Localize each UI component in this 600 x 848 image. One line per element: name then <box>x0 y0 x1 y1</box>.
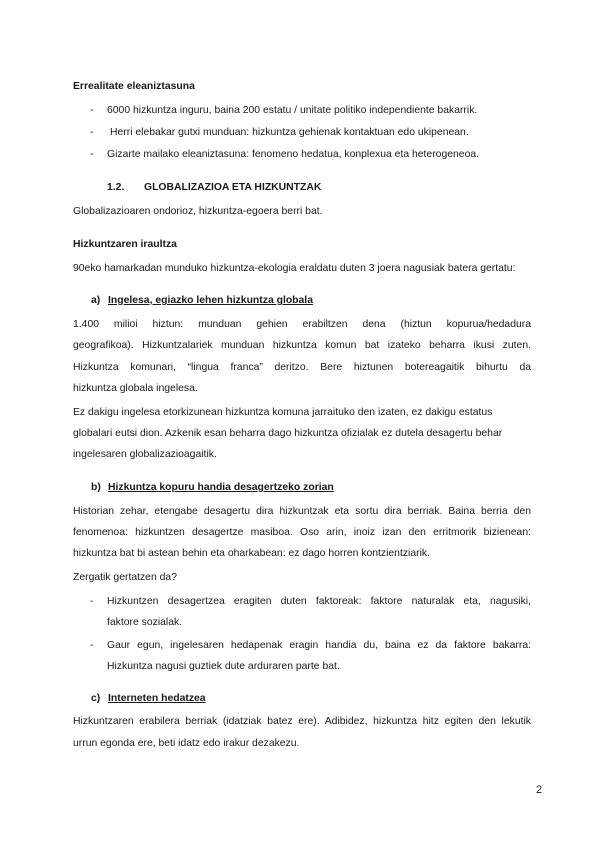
bullet-marker: - <box>90 127 94 138</box>
trend-a-para1-line: hizkuntza globala ingelesa. <box>73 383 198 394</box>
reality-bullet-1: 6000 hizkuntza inguru, baina 200 estatu / unitate politiko independiente bakarrik. <box>107 105 478 116</box>
section-number: 1.2. <box>107 182 125 193</box>
trend-b-para1-line: fenomenoa: hizkuntzen desagertze masiboa. Oso arin, inoiz izan den erritmorik bizienean: <box>73 527 531 538</box>
trend-b-question: Zergatik gertatzen da? <box>73 572 177 583</box>
trend-b-bullet-2-line: Hizkuntza nagusi guztiek dute arduraren parte bat. <box>107 661 340 672</box>
trend-a-para2-line: globalari eutsi dion. Azkenik esan beharra dago hizkuntza ofizialak ez dutela desagertu behar <box>73 428 503 439</box>
section-heading-reality: Errealitate eleaniztasuna <box>73 81 195 92</box>
bullet-marker: - <box>90 640 94 651</box>
globalization-lead: 90eko hamarkadan munduko hizkuntza-ekologia eraldatu duten 3 joera nagusiak batera gertatu: <box>73 263 516 274</box>
trend-c-para1-line: Hizkuntzaren erabilera berriak (idatziak batez ere). Adibidez, hizkuntza hitz egiten den lekutik <box>73 716 531 727</box>
reality-bullet-2: Herri elebakar gutxi munduan: hizkuntza gehienak kontaktuan edo ukipenean. <box>110 127 469 138</box>
trend-a-para1-line: Hizkuntza komunari, “lingua franca” deritzo. Bere hiztunen botereagaitik bihurtu da <box>73 362 531 373</box>
trend-b-para1-line: Historian zehar, etengabe desagertu dira hizkuntzak eta sortu dira berriak. Baina berria den <box>73 506 531 517</box>
trend-b-bullet-2-line: Gaur egun, ingelesaren hedapenak eragin handia du, baina ez da faktore bakarra: <box>107 640 531 651</box>
trend-c-letter: c) <box>91 693 101 704</box>
trend-b-bullet-1-line: Hizkuntzen desagertzea eragiten duten faktoreak: faktore naturalak eta, nagusiki, <box>107 596 531 607</box>
bullet-marker: - <box>90 149 94 160</box>
bullet-marker: - <box>90 596 94 607</box>
trend-a-para2-line: ingelesaren globalizazioagaitik. <box>73 449 217 460</box>
globalization-intro: Globalizazioaren ondorioz, hizkuntza-egoera berri bat. <box>73 206 323 217</box>
trend-a-letter: a) <box>91 295 101 306</box>
trend-b-bullet-1-line: faktore sozialak. <box>107 617 183 628</box>
trend-b-title: Hizkuntza kopuru handia desagertzeko zorian <box>108 482 334 493</box>
trend-b-para1-line: hizkuntza bat bi astean behin eta oharkabean: ez dago horren kontzientziarik. <box>73 548 430 559</box>
section-title: GLOBALIZAZIOA ETA HIZKUNTZAK <box>144 182 322 193</box>
trend-a-para1-line: 1.400 milioi hiztun: munduan gehien erabiltzen dena (hiztun kopurua/hedadura <box>73 319 531 330</box>
trend-c-para1-line: urrun egonda ere, beti idatz edo irakur dezakezu. <box>73 738 300 749</box>
reality-bullet-3: Gizarte mailako eleaniztasuna: fenomeno hedatua, konplexua eta heterogeneoa. <box>107 149 480 160</box>
bullet-marker: - <box>90 105 94 116</box>
page-number: 2 <box>536 784 543 796</box>
trend-a-para1-line: geografikoa). Hizkuntzalariek munduan hizkuntza komun bat izateko beharra ikusi zuten. <box>73 340 531 351</box>
trend-a-title: Ingelesa, egiazko lehen hizkuntza globala <box>108 295 313 306</box>
subheading-revolution: Hizkuntzaren iraultza <box>73 239 177 250</box>
trend-c-title: Interneten hedatzea <box>108 693 206 704</box>
trend-a-para2-line: Ez dakigu ingelesa etorkizunean hizkuntza komuna jarraituko den izaten, ez dakigu estatus <box>73 407 493 418</box>
trend-b-letter: b) <box>91 482 101 493</box>
